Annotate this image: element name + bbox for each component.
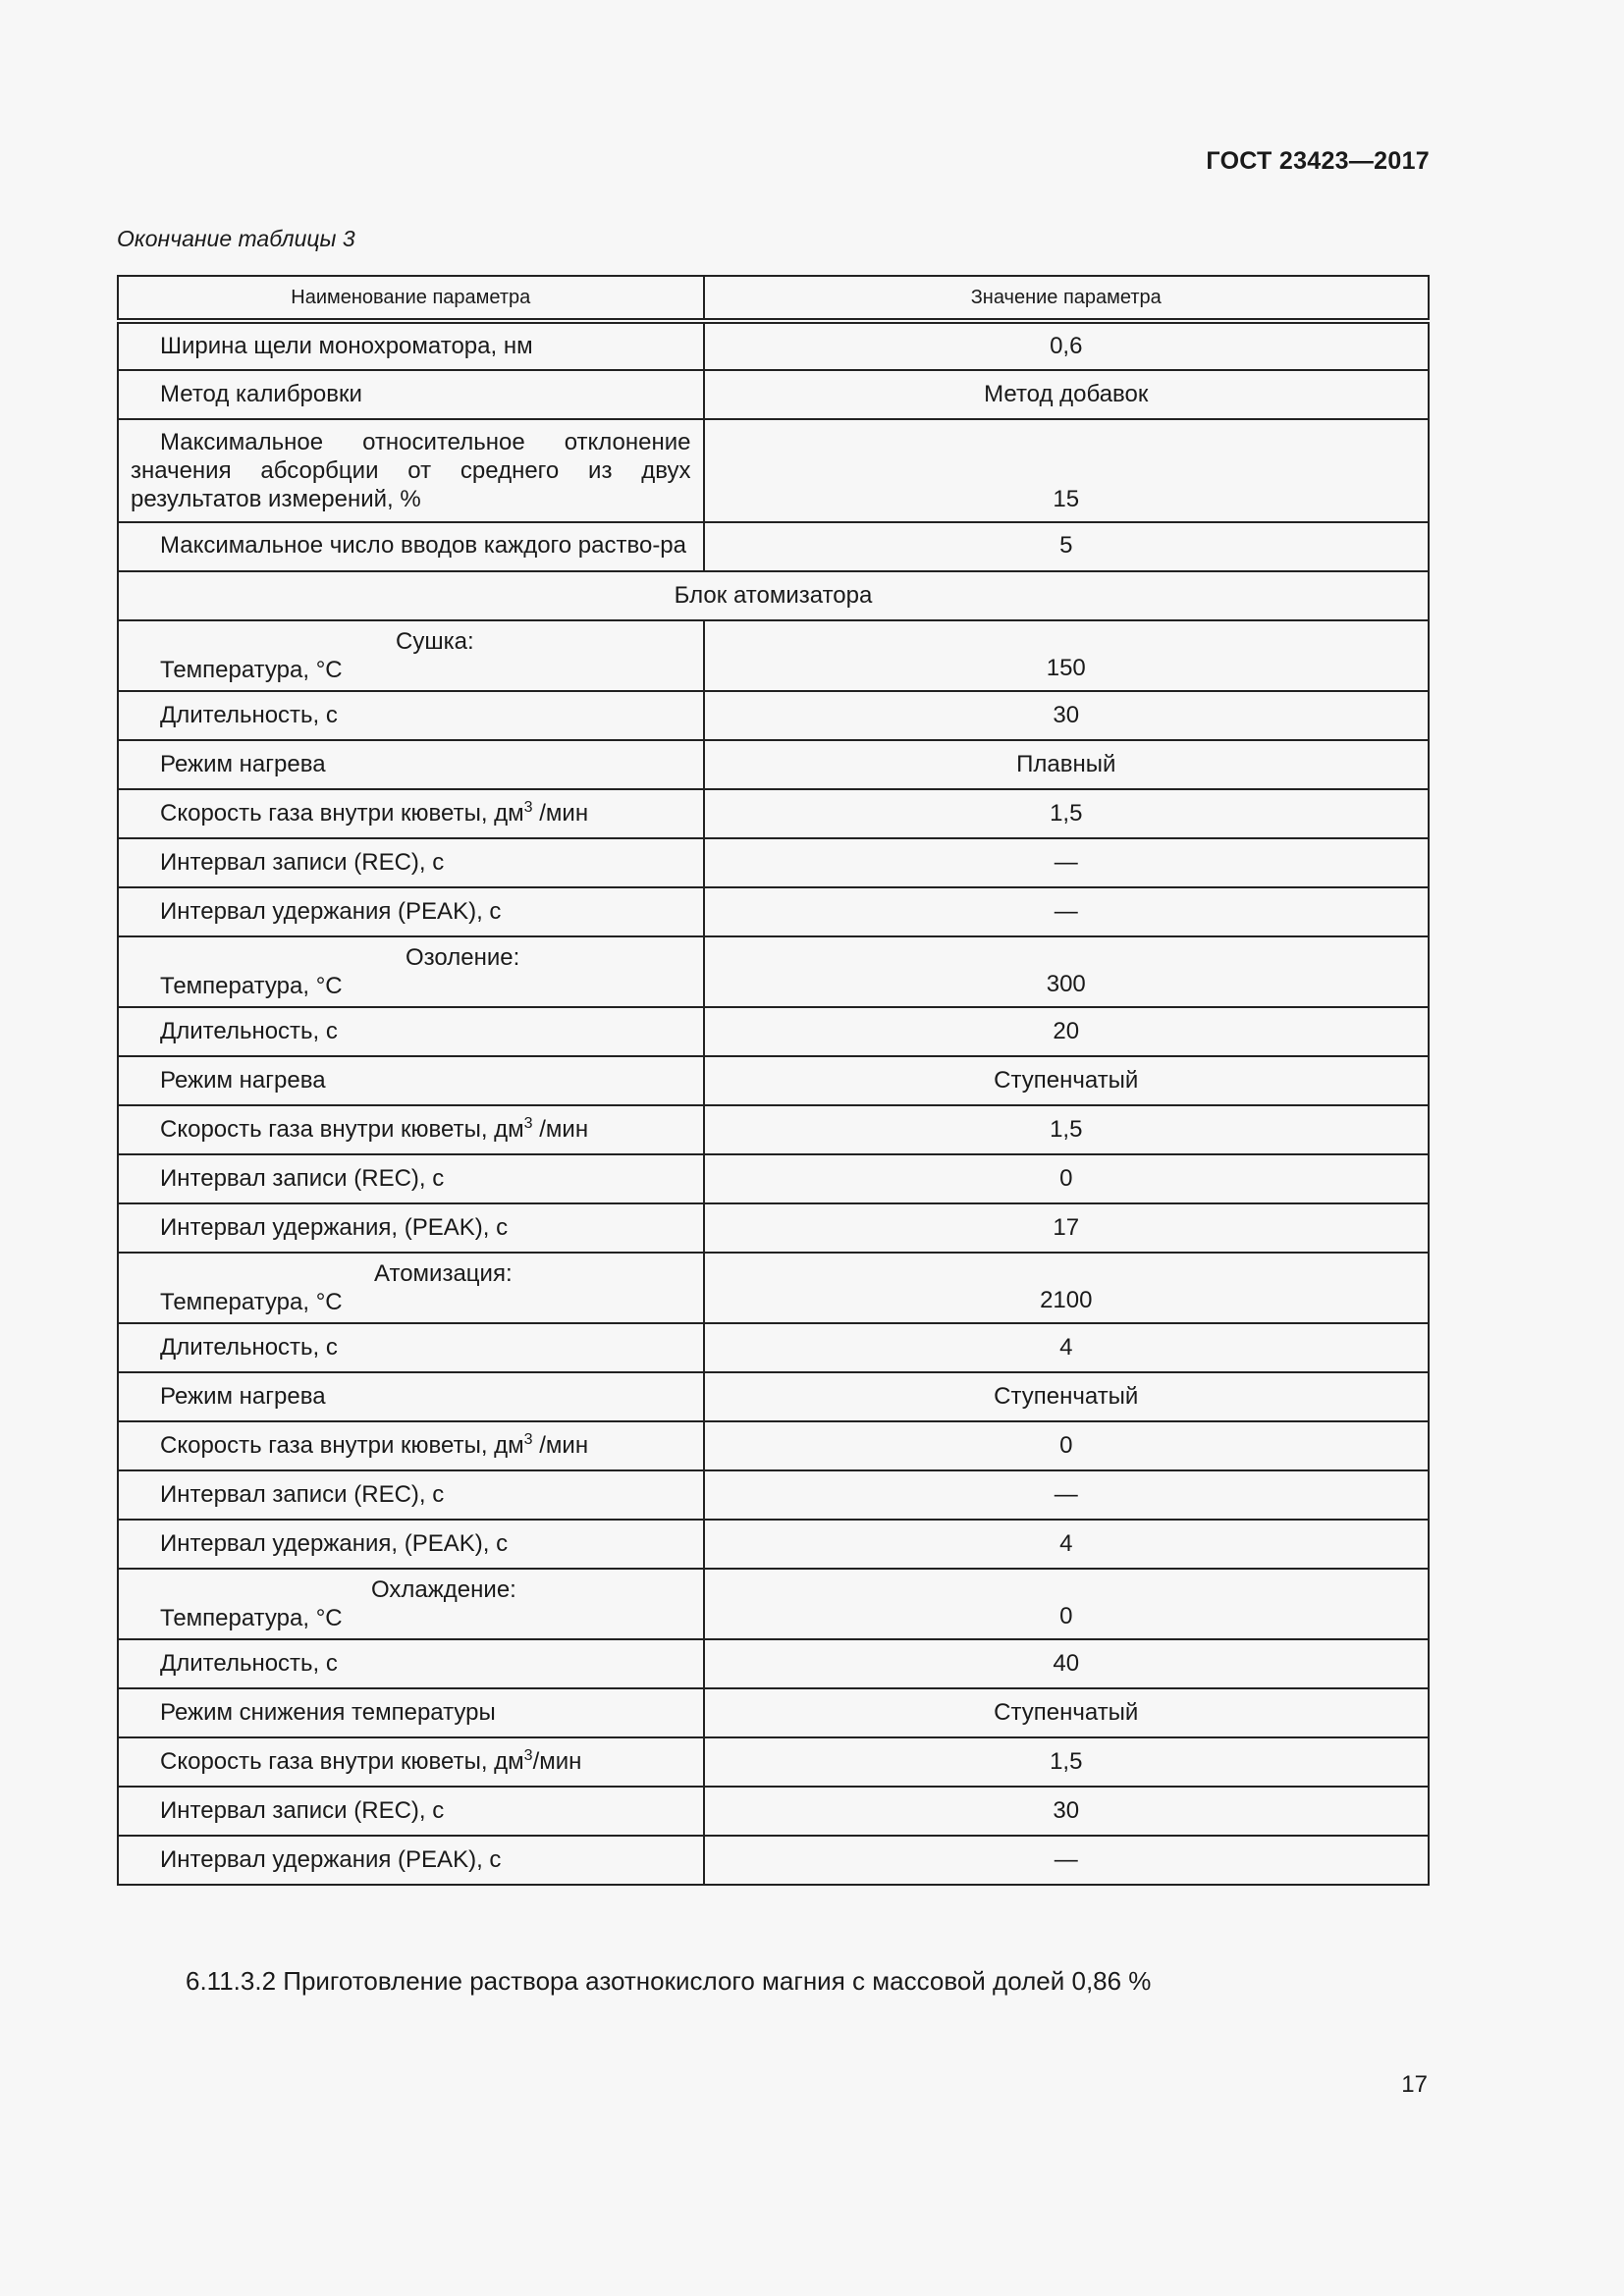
unit-exponent: 3 xyxy=(523,1747,533,1764)
value-cell: 20 xyxy=(704,1007,1429,1056)
param-cell: Максимальное относительное отклонение значения абсорбции от среднего из двух результатов измерений, % xyxy=(118,419,704,522)
value-cell: 40 xyxy=(704,1639,1429,1688)
param-cell: Режим нагрева xyxy=(118,1372,704,1421)
param-cell xyxy=(118,936,704,1007)
page-number: 17 xyxy=(1401,2071,1428,2098)
value-cell: Плавный xyxy=(704,740,1429,789)
header-value: Значение параметра xyxy=(704,276,1429,321)
stage-title: Охлаждение: xyxy=(371,1576,516,1603)
param-label: Температура, °C xyxy=(160,973,343,999)
param-cell: Максимальное число вводов каждого раство-ра xyxy=(118,522,704,571)
unit-tail: /мин xyxy=(532,1432,589,1459)
param-cell: Интервал удержания, (PEAK), с xyxy=(118,1203,704,1253)
value-cell: Ступенчатый xyxy=(704,1688,1429,1737)
table-row xyxy=(118,789,1429,838)
value-cell: 0,6 xyxy=(704,321,1429,370)
stages-body xyxy=(118,620,1429,1885)
value-cell: 2100 xyxy=(704,1253,1429,1323)
table-row xyxy=(118,1520,1429,1569)
stage-title: Сушка: xyxy=(396,628,474,655)
table-row xyxy=(118,1639,1429,1688)
table-row xyxy=(118,1323,1429,1372)
value-cell: Ступенчатый xyxy=(704,1056,1429,1105)
table-row xyxy=(118,1203,1429,1253)
table-row xyxy=(118,1569,1429,1639)
param-cell xyxy=(118,1569,704,1639)
table-row xyxy=(118,887,1429,936)
param-cell: Интервал удержания (PEAK), с xyxy=(118,1836,704,1885)
section-title: Блок атомизатора xyxy=(118,571,1429,620)
unit-tail: /мин xyxy=(532,800,589,827)
param-label: Скорость газа внутри кюветы, дм xyxy=(160,800,524,827)
param-cell: Режим нагрева xyxy=(118,1056,704,1105)
unit-tail: /мин xyxy=(532,1116,589,1143)
value-cell: 30 xyxy=(704,1787,1429,1836)
table-header-row xyxy=(118,276,1429,321)
table-row xyxy=(118,1737,1429,1787)
param-label: Скорость газа внутри кюветы, дм xyxy=(160,1432,524,1459)
value-cell: 300 xyxy=(704,936,1429,1007)
param-cell: Интервал записи (REC), с xyxy=(118,1470,704,1520)
table-row xyxy=(118,1007,1429,1056)
value-cell: 30 xyxy=(704,691,1429,740)
unit-exponent: 3 xyxy=(523,1431,533,1448)
value-cell: 15 xyxy=(704,419,1429,522)
table-row xyxy=(118,1253,1429,1323)
header-param: Наименование параметра xyxy=(118,276,704,321)
document-id: ГОСТ 23423—2017 xyxy=(1206,147,1430,175)
unit-exponent: 3 xyxy=(523,1115,533,1132)
unit-tail: /мин xyxy=(532,1748,582,1775)
table-row xyxy=(118,620,1429,691)
param-cell: Длительность, с xyxy=(118,691,704,740)
param-cell xyxy=(118,1253,704,1323)
param-cell xyxy=(118,1421,704,1470)
table-caption: Окончание таблицы 3 xyxy=(117,226,355,251)
param-cell: Интервал записи (REC), с xyxy=(118,1154,704,1203)
param-cell xyxy=(118,1737,704,1787)
param-cell: Интервал записи (REC), с xyxy=(118,1787,704,1836)
section-row xyxy=(118,571,1429,620)
param-cell xyxy=(118,789,704,838)
param-cell: Режим нагрева xyxy=(118,740,704,789)
value-cell: 1,5 xyxy=(704,789,1429,838)
value-cell: Метод добавок xyxy=(704,370,1429,419)
table-row xyxy=(118,370,1429,419)
value-cell: 1,5 xyxy=(704,1105,1429,1154)
param-label: Скорость газа внутри кюветы, дм xyxy=(160,1116,524,1143)
table-row xyxy=(118,936,1429,1007)
value-cell: — xyxy=(704,838,1429,887)
value-cell: 0 xyxy=(704,1569,1429,1639)
table-row xyxy=(118,1372,1429,1421)
value-cell: 5 xyxy=(704,522,1429,571)
table-row xyxy=(118,321,1429,370)
param-label: Температура, °C xyxy=(160,657,343,683)
table-row xyxy=(118,740,1429,789)
stage-title: Озоление: xyxy=(406,944,520,971)
unit-exponent: 3 xyxy=(523,799,533,816)
table-row xyxy=(118,1688,1429,1737)
table-row xyxy=(118,1470,1429,1520)
table-row xyxy=(118,1056,1429,1105)
table-row xyxy=(118,419,1429,522)
param-cell: Ширина щели монохроматора, нм xyxy=(118,321,704,370)
param-label: Температура, °C xyxy=(160,1605,343,1631)
value-cell: — xyxy=(704,887,1429,936)
value-cell: 0 xyxy=(704,1154,1429,1203)
param-cell: Метод калибровки xyxy=(118,370,704,419)
table-row xyxy=(118,1787,1429,1836)
table-row xyxy=(118,691,1429,740)
paragraph: 6.11.3.2 Приготовление раствора азотнокислого магния с массовой долей 0,86 % xyxy=(186,1966,1152,1996)
param-cell: Длительность, с xyxy=(118,1323,704,1372)
value-cell: Ступенчатый xyxy=(704,1372,1429,1421)
param-cell: Режим снижения температуры xyxy=(118,1688,704,1737)
param-cell: Интервал удержания (PEAK), с xyxy=(118,887,704,936)
table-row xyxy=(118,1105,1429,1154)
value-cell: 0 xyxy=(704,1421,1429,1470)
param-cell xyxy=(118,1105,704,1154)
value-cell: 1,5 xyxy=(704,1737,1429,1787)
param-cell: Интервал удержания, (PEAK), с xyxy=(118,1520,704,1569)
table-row xyxy=(118,1421,1429,1470)
value-cell: — xyxy=(704,1836,1429,1885)
param-cell xyxy=(118,620,704,691)
table-row xyxy=(118,1154,1429,1203)
param-cell: Длительность, с xyxy=(118,1639,704,1688)
param-cell: Длительность, с xyxy=(118,1007,704,1056)
value-cell: 4 xyxy=(704,1520,1429,1569)
param-label: Скорость газа внутри кюветы, дм xyxy=(160,1748,524,1775)
value-cell: 17 xyxy=(704,1203,1429,1253)
stage-title: Атомизация: xyxy=(374,1260,513,1287)
value-cell: 4 xyxy=(704,1323,1429,1372)
table-row xyxy=(118,838,1429,887)
parameters-table xyxy=(117,275,1430,1886)
value-cell: — xyxy=(704,1470,1429,1520)
param-label: Температура, °C xyxy=(160,1289,343,1315)
param-cell: Интервал записи (REC), с xyxy=(118,838,704,887)
value-cell: 150 xyxy=(704,620,1429,691)
table-row xyxy=(118,1836,1429,1885)
table-row xyxy=(118,522,1429,571)
